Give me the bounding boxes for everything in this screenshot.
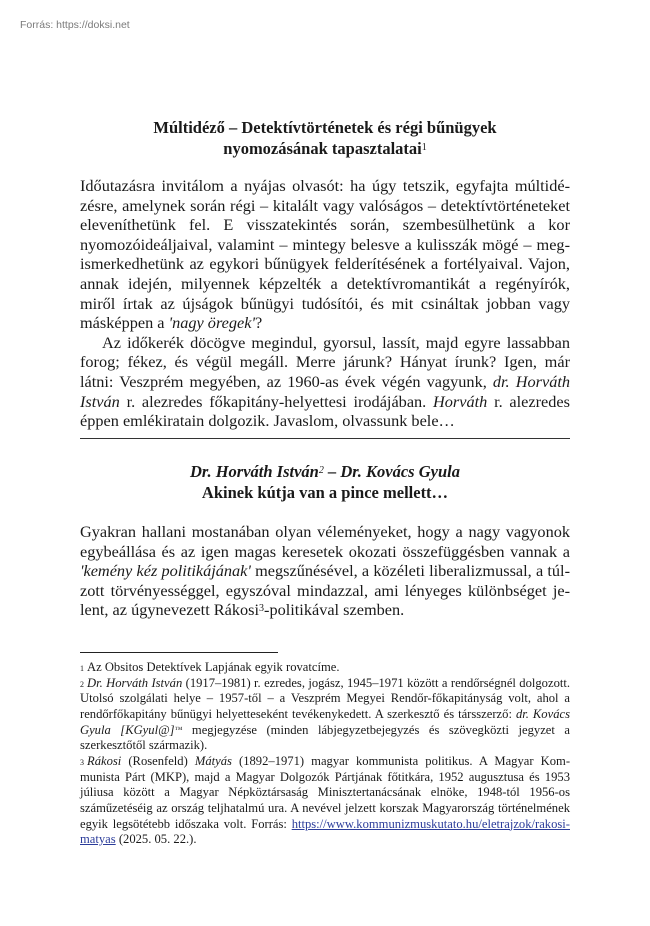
- intro-p1-italic: 'nagy öregek': [168, 313, 255, 333]
- footnote-divider: [80, 652, 278, 653]
- footnote-3-number: 3: [80, 757, 84, 767]
- footnote-3: [80, 754, 570, 848]
- footnote-ref-2[interactable]: 2: [318, 465, 324, 476]
- footnote-3-text-b: (1892–1971) magyar kommunista politikus. A Magyar Kommunista Párt (MKP), majd a Magyar Dolgozók Pártjának főtitkára, 1952 augusztusa és 1953 júliusa között a Magyar Népköztársaság Minisztertanácsának elnöke, 1948-tól 1956-os száműzetéséig az ország teljhatalmú ura. A nevével jelzett korszak Magyarország történelmének egyik legsötétebb időszaka volt. Forrás:: [80, 753, 571, 831]
- intro-paragraph-1: [80, 176, 570, 333]
- intro-p1-text: Időutazásra invitálom a nyájas olvasót: ha úgy tetszik, egyfajta múltidézésre, amelynek során régi – kitalált vagy valóságos – detektívtörténeteket eleveníthetünk fel. E visszatekintés során, szembesülhetünk a kor nyomozóideáljaival, valamint – mintegy belesve a kulisszák mögé – megismerkedhetünk az egykori bűnügyek felderítésének a fortélyaival. Vajon, annak idején, milyennek képzelték a detektívromantikát a regényírók, miről írtak az újságok bűnügyi tudósítói, és mit csináltak jobban vagy másképpen a: [80, 176, 570, 333]
- footnote-1: [80, 660, 570, 676]
- author-1: Dr. Horváth István: [190, 462, 319, 481]
- body-text-c: -politikával szemben.: [264, 600, 405, 620]
- footnote-2-text-a: (1917–1981) r. ezredes, jogász, 1945–1971 között a rendőrségnél dolgozott. Utolsó szolgálati helye – 1957-től – a Veszprém Megyei Rendőr-főkapitányság volt, ahol a rendőrfőkapitány bűnügyi helyetteseként tevékenykedett. A szerkesztő és társszerző:: [80, 675, 571, 721]
- title-line-2-text: nyomozásának tapasztalatai: [223, 139, 422, 158]
- footnote-2-text-b: megjegyzése (minden lábjegyzetbejegyzés és szövegközti jegyzet a szerkesztőtől származik).: [80, 722, 570, 753]
- page-title: [80, 117, 570, 159]
- article-title: Akinek kútja van a pince mellett…: [201, 483, 449, 502]
- footnote-2-italic-name: Dr. Horváth István: [87, 675, 183, 690]
- article-paragraph-1: [80, 522, 570, 620]
- trademark-symbol: ™: [174, 724, 183, 734]
- author-2: Dr. Kovács Gyula: [340, 462, 460, 481]
- intro-p2-text-b: r. alezredes főkapitány-helyettesi irodájában.: [119, 391, 434, 411]
- intro-p1-end: ?: [254, 313, 263, 333]
- footnote-2: [80, 676, 570, 754]
- article-heading: [80, 461, 570, 503]
- section-divider: [80, 438, 570, 439]
- footnote-3-italic-surname: Rákosi: [87, 753, 122, 768]
- footnote-1-number: 1: [80, 664, 84, 673]
- intro-p2-text-a: Az időkerék döcögve megindul, gyorsul, lassít, majd egyre lassabban forog; fékez, és végül megáll. Merre járunk? Hányat írunk? Igen, már látni: Veszprém megyében, az 1960-as évek végén vagyunk,: [80, 332, 570, 391]
- footnote-ref-3[interactable]: 3: [259, 603, 265, 615]
- article-authors: [80, 461, 570, 482]
- intro-p2-text-c: r. alezredes éppen emlékiratain dolgozik. Javaslom, olvassunk bele…: [80, 391, 570, 431]
- intro-paragraph-2: [80, 333, 570, 431]
- title-line-1: Múltidéző – Detektívtörténetek és régi bűnügyek: [153, 118, 497, 137]
- body-italic-quote: 'kemény kéz politikájának': [80, 561, 251, 581]
- body-text-a: Gyakran hallani mostanában olyan véleményeket, hogy a nagy vagyonok egybeállása és az igen magas keresetek okozati összefüggésben vannak a: [80, 522, 570, 561]
- footnote-3-text-c: (2025. 05. 22.).: [115, 832, 197, 847]
- author-separator: –: [323, 462, 341, 481]
- footnote-2-italic-editor: dr. Kovács Gyula [KGyul@]: [80, 706, 570, 737]
- source-link[interactable]: https://www.kommunizmuskutato.hu/eletrajzok/rakosi-matyas: [80, 816, 570, 847]
- body-text-b: megszűnésével, a közéleti liberalizmussal, a túlzott törvényességgel, egyszóval mindazzal, ami lényeges különbséget jelent, az úgynevezett Rákosi: [80, 561, 570, 620]
- footnote-ref-1[interactable]: 1: [421, 142, 427, 153]
- intro-p2-italic-name: dr. Horváth István: [80, 371, 570, 411]
- intro-p2-italic-surname: Horváth: [433, 391, 488, 411]
- footnote-3-text-a: (Rosenfeld): [121, 753, 195, 768]
- footnotes-section: [80, 660, 570, 848]
- footnote-3-italic-given: Mátyás: [194, 753, 232, 768]
- title-line-2: [80, 138, 570, 159]
- footnote-2-number: 2: [80, 679, 84, 689]
- article-body: [80, 522, 570, 620]
- footnote-1-text: Az Obsitos Detektívek Lapjának egyik rovatcíme.: [87, 660, 340, 674]
- source-label: Forrás: https://doksi.net: [20, 19, 130, 31]
- intro-section: [80, 176, 570, 431]
